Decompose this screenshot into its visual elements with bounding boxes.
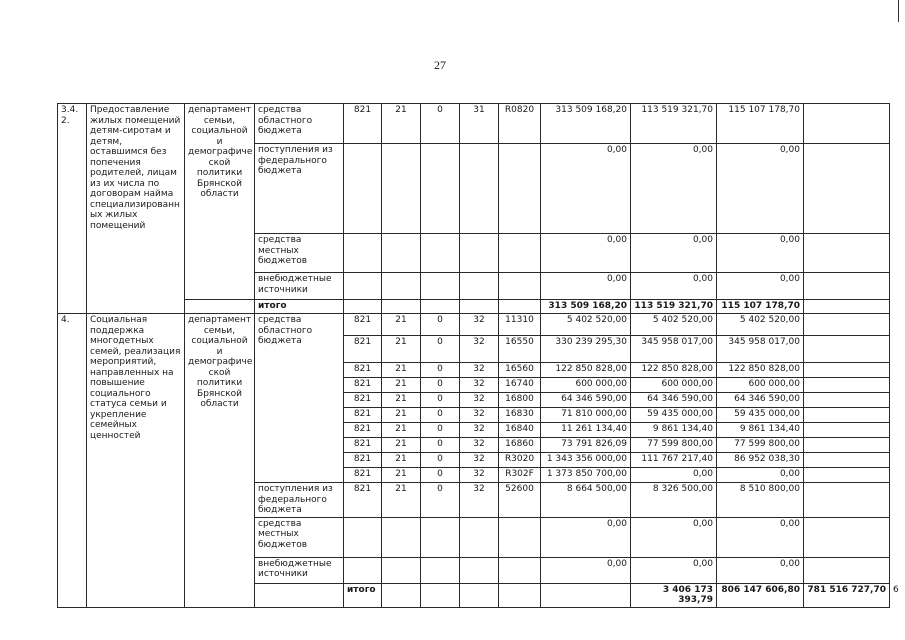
value-year1: 5 402 520,00: [541, 314, 631, 336]
gp-cell: 32: [460, 363, 499, 378]
total-year2: 113 519 321,70: [631, 300, 717, 314]
page-number: 27: [434, 58, 446, 72]
pr-cell: [421, 234, 460, 273]
section-number: 3.4. 2.: [58, 104, 87, 314]
extra-cell: [804, 423, 890, 438]
csr-cell: 52600: [499, 483, 541, 518]
pr-cell: [460, 583, 499, 607]
grbs-cell: [382, 583, 421, 607]
rz-cell: [382, 144, 421, 234]
value-year3: 115 107 178,70: [717, 104, 804, 144]
rz-cell: 21: [382, 104, 421, 144]
value-year1: 330 239 295,30: [541, 336, 631, 363]
section-name: Предоставление жилых помещений детям-сиротам и детям, оставшимся без попечения родителей, лицам из их числа по договорам найма специализированн ых жилых помещений: [87, 104, 185, 314]
funding-source: внебюджетные источники: [255, 273, 344, 300]
value-year1: 8 664 500,00: [541, 483, 631, 518]
funding-source: средства местных бюджетов: [255, 234, 344, 273]
pr-cell: 0: [421, 314, 460, 336]
extra-cell: [804, 314, 890, 336]
extra-cell: [804, 557, 890, 583]
gp-cell: 32: [460, 393, 499, 408]
funding-source: поступления из федерального бюджета: [255, 144, 344, 234]
rz-cell: 21: [382, 378, 421, 393]
rz-cell: 21: [382, 336, 421, 363]
executor: департамент семьи, социальной и демографиче ской политики Брянской области: [185, 314, 255, 608]
extra-cell: [804, 453, 890, 468]
extra-cell: [804, 234, 890, 273]
pr-cell: 0: [421, 468, 460, 483]
value-year1: 0,00: [541, 517, 631, 557]
rz-cell: 21: [382, 363, 421, 378]
empty-cell: [185, 300, 255, 314]
value-year2: 600 000,00: [631, 378, 717, 393]
grbs-cell: 821: [344, 393, 382, 408]
grbs-cell: [344, 517, 382, 557]
value-year3: 64 346 590,00: [717, 393, 804, 408]
value-year2: 0,00: [631, 557, 717, 583]
value-year1: 313 509 168,20: [541, 104, 631, 144]
csr-cell: R3020: [499, 453, 541, 468]
value-year3: 0,00: [717, 557, 804, 583]
value-year2: 8 326 500,00: [631, 483, 717, 518]
value-year1: 0,00: [541, 144, 631, 234]
extra-cell: [804, 336, 890, 363]
table-row: [58, 104, 890, 144]
csr-cell: [499, 557, 541, 583]
grbs-cell: 821: [344, 378, 382, 393]
rz-cell: [382, 557, 421, 583]
rz-cell: [421, 583, 460, 607]
table-row: [58, 314, 890, 336]
executor: департамент семьи, социальной и демографиче ской политики Брянской области: [185, 104, 255, 300]
csr-cell: [499, 234, 541, 273]
value-year2: 345 958 017,00: [631, 336, 717, 363]
value-year3: 345 958 017,00: [717, 336, 804, 363]
extra-cell: [804, 300, 890, 314]
grbs-cell: 821: [344, 438, 382, 453]
extra-cell: [804, 273, 890, 300]
value-year1: 11 261 134,40: [541, 423, 631, 438]
value-year3: 0,00: [717, 517, 804, 557]
value-year2: 113 519 321,70: [631, 104, 717, 144]
grbs-cell: [344, 144, 382, 234]
rz-cell: 21: [382, 438, 421, 453]
total-year3: 115 107 178,70: [717, 300, 804, 314]
grbs-cell: 821: [344, 336, 382, 363]
pr-cell: [421, 144, 460, 234]
section-number: 4.: [58, 314, 87, 608]
gp-cell: 32: [460, 468, 499, 483]
pr-cell: 0: [421, 408, 460, 423]
value-year1: 0,00: [541, 234, 631, 273]
value-year1: 0,00: [541, 273, 631, 300]
gp-cell: 32: [460, 453, 499, 468]
gp-cell: [460, 557, 499, 583]
total-year1: 313 509 168,20: [541, 300, 631, 314]
csr-cell: R302F: [499, 468, 541, 483]
value-year3: 0,00: [717, 144, 804, 234]
grbs-cell: 821: [344, 363, 382, 378]
funding-source: средства местных бюджетов: [255, 517, 344, 557]
pr-cell: [421, 273, 460, 300]
grbs-cell: 821: [344, 483, 382, 518]
value-year2: 0,00: [631, 234, 717, 273]
value-year2: 122 850 828,00: [631, 363, 717, 378]
rz-cell: 21: [382, 408, 421, 423]
pr-cell: 0: [421, 423, 460, 438]
value-year2: 111 767 217,40: [631, 453, 717, 468]
value-year1: 1 343 356 000,00: [541, 453, 631, 468]
rz-cell: 21: [382, 314, 421, 336]
gp-cell: 31: [460, 104, 499, 144]
gp-cell: [460, 234, 499, 273]
grbs-cell: [344, 273, 382, 300]
gp-cell: [460, 300, 499, 314]
rz-cell: [382, 517, 421, 557]
csr-cell: [499, 300, 541, 314]
csr-cell: 16550: [499, 336, 541, 363]
grbs-cell: 821: [344, 453, 382, 468]
gp-cell: 32: [460, 438, 499, 453]
value-year3: 0,00: [717, 273, 804, 300]
pr-cell: 0: [421, 438, 460, 453]
rz-cell: [382, 273, 421, 300]
extra-cell: [804, 408, 890, 423]
extra-cell: [804, 104, 890, 144]
pr-cell: [421, 517, 460, 557]
gp-cell: [460, 517, 499, 557]
value-year3: 600 000,00: [717, 378, 804, 393]
grbs-cell: 821: [344, 408, 382, 423]
value-year2: 5 402 520,00: [631, 314, 717, 336]
extra-cell: [804, 363, 890, 378]
csr-cell: 16560: [499, 363, 541, 378]
grbs-cell: 821: [344, 468, 382, 483]
margin-line: [898, 0, 899, 22]
pr-cell: 0: [421, 483, 460, 518]
value-year2: 0,00: [631, 144, 717, 234]
csr-cell: [499, 273, 541, 300]
csr-cell: [541, 583, 631, 607]
total-year3: 781 516 727,70: [804, 583, 890, 607]
rz-cell: [382, 300, 421, 314]
pr-cell: 0: [421, 336, 460, 363]
csr-cell: 16840: [499, 423, 541, 438]
funding-source: поступления из федерального бюджета: [255, 483, 344, 518]
value-year3: 77 599 800,00: [717, 438, 804, 453]
value-year1: 0,00: [541, 557, 631, 583]
gp-cell: 32: [460, 336, 499, 363]
value-year1: 600 000,00: [541, 378, 631, 393]
value-year3: 122 850 828,00: [717, 363, 804, 378]
gp-cell: 32: [460, 408, 499, 423]
extra-cell: [804, 378, 890, 393]
csr-cell: [499, 517, 541, 557]
gp-cell: 32: [460, 378, 499, 393]
csr-cell: 16860: [499, 438, 541, 453]
value-year3: 9 861 134,40: [717, 423, 804, 438]
value-year1: 73 791 826,09: [541, 438, 631, 453]
funding-source: внебюджетные источники: [255, 557, 344, 583]
gp-cell: [499, 583, 541, 607]
empty-cell: [255, 583, 344, 607]
total-label: итого: [255, 300, 344, 314]
gp-cell: [460, 144, 499, 234]
total-year1: 3 406 173 393,79: [631, 583, 717, 607]
grbs-cell: [344, 557, 382, 583]
total-year2: 806 147 606,80: [717, 583, 804, 607]
rz-cell: 21: [382, 483, 421, 518]
value-year3: 8 510 800,00: [717, 483, 804, 518]
gp-cell: [460, 273, 499, 300]
pr-cell: 0: [421, 104, 460, 144]
rz-cell: [382, 234, 421, 273]
pr-cell: 0: [421, 393, 460, 408]
rz-cell: 21: [382, 453, 421, 468]
value-year3: 0,00: [717, 468, 804, 483]
value-year1: 64 346 590,00: [541, 393, 631, 408]
extra-cell: [804, 438, 890, 453]
value-year3: 0,00: [717, 234, 804, 273]
grbs-cell: [344, 234, 382, 273]
value-year2: 9 861 134,40: [631, 423, 717, 438]
csr-cell: 11310: [499, 314, 541, 336]
value-year3: 59 435 000,00: [717, 408, 804, 423]
section-name: Социальная поддержка многодетных семей, реализация мероприятий, направленных на повышение социального статуса семьи и укрепление семейных ценностей: [87, 314, 185, 608]
funding-source: средства областного бюджета: [255, 314, 344, 483]
value-year1: 71 810 000,00: [541, 408, 631, 423]
total-label: итого: [344, 583, 382, 607]
budget-table: [57, 103, 899, 608]
funding-source: средства областного бюджета: [255, 104, 344, 144]
pr-cell: [421, 557, 460, 583]
value-year2: 0,00: [631, 468, 717, 483]
pr-cell: 0: [421, 363, 460, 378]
extra-cell: [804, 393, 890, 408]
pr-cell: [421, 300, 460, 314]
total-row: итого 3 406 173 393,79 806 147 606,80 781 516 727,70 6: [58, 583, 890, 607]
csr-cell: 16830: [499, 408, 541, 423]
extra-cell: [804, 483, 890, 518]
rz-cell: 21: [382, 393, 421, 408]
grbs-cell: 821: [344, 423, 382, 438]
rz-cell: 21: [382, 423, 421, 438]
grbs-cell: 821: [344, 314, 382, 336]
extra-cell: [804, 517, 890, 557]
extra-cell: [804, 468, 890, 483]
grbs-cell: 821: [344, 104, 382, 144]
value-year2: 64 346 590,00: [631, 393, 717, 408]
value-year3: 86 952 038,30: [717, 453, 804, 468]
value-year1: 122 850 828,00: [541, 363, 631, 378]
rz-cell: 21: [382, 468, 421, 483]
value-year2: 0,00: [631, 273, 717, 300]
csr-cell: R0820: [499, 104, 541, 144]
pr-cell: 0: [421, 378, 460, 393]
gp-cell: 32: [460, 483, 499, 518]
extra-cell: [804, 144, 890, 234]
value-year1: 1 373 850 700,00: [541, 468, 631, 483]
value-year2: 0,00: [631, 517, 717, 557]
csr-cell: [499, 144, 541, 234]
value-year2: 59 435 000,00: [631, 408, 717, 423]
value-year3: 5 402 520,00: [717, 314, 804, 336]
value-year2: 77 599 800,00: [631, 438, 717, 453]
csr-cell: 16800: [499, 393, 541, 408]
csr-cell: 16740: [499, 378, 541, 393]
grbs-cell: [344, 300, 382, 314]
gp-cell: 32: [460, 423, 499, 438]
gp-cell: 32: [460, 314, 499, 336]
pr-cell: 0: [421, 453, 460, 468]
